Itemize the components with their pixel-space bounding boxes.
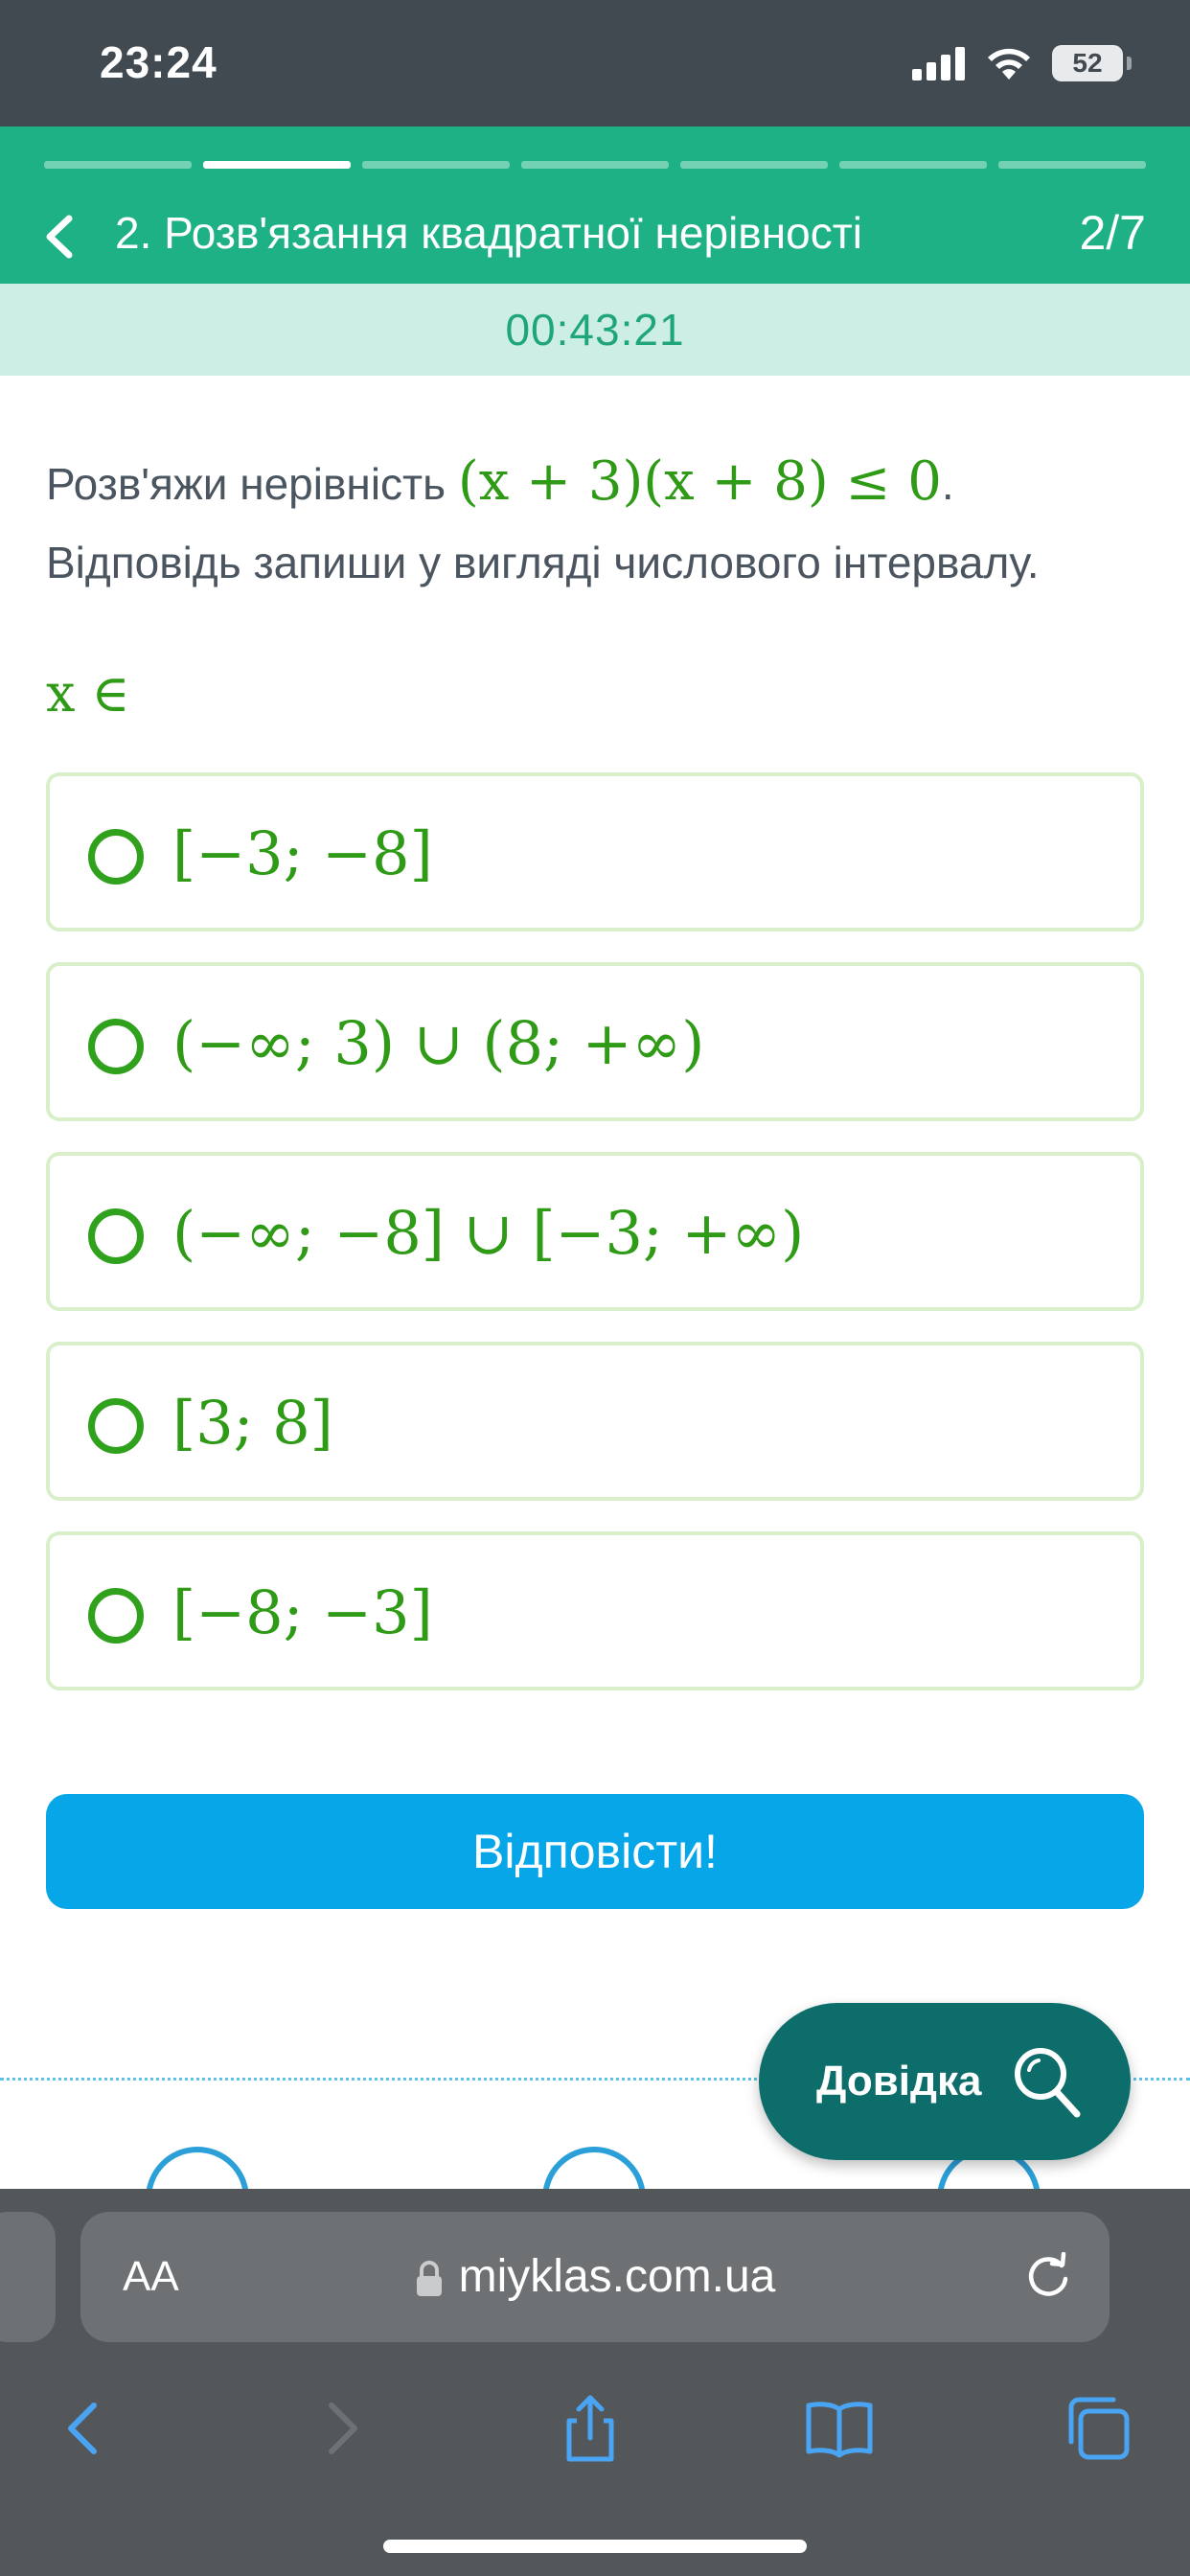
- timer-bar: [0, 284, 1190, 376]
- option-label: (−∞; 3) ∪ (8; +∞): [172, 1008, 705, 1078]
- progress-segment: [521, 161, 669, 169]
- url-display[interactable]: [80, 2212, 1110, 2342]
- progress-segment: [362, 161, 510, 169]
- progress-segment: [839, 161, 987, 169]
- answer-prefix: x ∈: [46, 663, 130, 724]
- status-icons: [912, 42, 1123, 84]
- option-label: [3; 8]: [172, 1388, 333, 1458]
- magnifier-icon: [1010, 2043, 1083, 2120]
- radio-button[interactable]: [88, 829, 144, 885]
- question-text: Розв'яжи нерівність (x + 3)(x + 8) ≤ 0. Відповідь запиши у вигляді числового інтервалу.: [46, 450, 1040, 587]
- option-label: [−8; −3]: [172, 1577, 433, 1647]
- progress-segment-current: [203, 161, 351, 169]
- radio-button[interactable]: [88, 1398, 144, 1454]
- answer-option[interactable]: [46, 962, 1144, 1121]
- page-title: 2. Розв'язання квадратної нерівності: [115, 208, 863, 258]
- question-intro: Розв'яжи нерівність: [46, 459, 446, 509]
- url-text: miyklas.com.ua: [458, 2251, 776, 2302]
- radio-button[interactable]: [88, 1208, 144, 1264]
- share-icon[interactable]: [554, 2392, 627, 2465]
- status-time: 23:24: [100, 37, 217, 87]
- battery-icon: 52: [1052, 45, 1123, 81]
- help-button[interactable]: [759, 2003, 1131, 2160]
- status-bar: [0, 0, 1190, 126]
- question-counter: 2/7: [1079, 206, 1146, 260]
- reload-icon[interactable]: [1023, 2252, 1073, 2302]
- progress-indicator: [44, 161, 1146, 169]
- answer-options: [46, 772, 1144, 1721]
- progress-segment: [44, 161, 192, 169]
- tabs-icon[interactable]: [1062, 2392, 1134, 2465]
- radio-button[interactable]: [88, 1588, 144, 1644]
- answer-option[interactable]: [46, 1342, 1144, 1501]
- back-icon[interactable]: [48, 2392, 121, 2465]
- answer-option[interactable]: [46, 1152, 1144, 1311]
- wifi-icon: [985, 45, 1033, 81]
- radio-button[interactable]: [88, 1019, 144, 1074]
- question-expression: (x + 3)(x + 8) ≤ 0: [457, 450, 942, 513]
- browser-toolbar: [0, 2377, 1190, 2482]
- help-label: Довідка: [816, 2058, 982, 2104]
- bookmarks-icon[interactable]: [803, 2392, 876, 2465]
- progress-segment: [680, 161, 828, 169]
- answer-option[interactable]: [46, 1531, 1144, 1690]
- submit-answer-button[interactable]: Відповісти!: [46, 1794, 1144, 1909]
- answer-option[interactable]: [46, 772, 1144, 932]
- lock-icon: [415, 2260, 444, 2298]
- forward-icon[interactable]: [305, 2392, 378, 2465]
- progress-segment: [998, 161, 1146, 169]
- text-size-button[interactable]: AA: [123, 2253, 179, 2300]
- previous-tab[interactable]: [0, 2212, 56, 2342]
- address-bar[interactable]: [80, 2212, 1110, 2342]
- home-indicator: [383, 2540, 807, 2553]
- question-instruction: Відповідь запиши у вигляді числового інтервалу.: [46, 538, 1040, 587]
- option-label: (−∞; −8] ∪ [−3; +∞): [172, 1198, 805, 1268]
- chevron-left-icon[interactable]: [38, 205, 80, 268]
- cellular-signal-icon: [912, 46, 966, 80]
- timer: 00:43:21: [505, 305, 685, 355]
- browser-chrome: [0, 2189, 1190, 2576]
- option-label: [−3; −8]: [172, 818, 433, 888]
- lesson-header: [0, 126, 1190, 284]
